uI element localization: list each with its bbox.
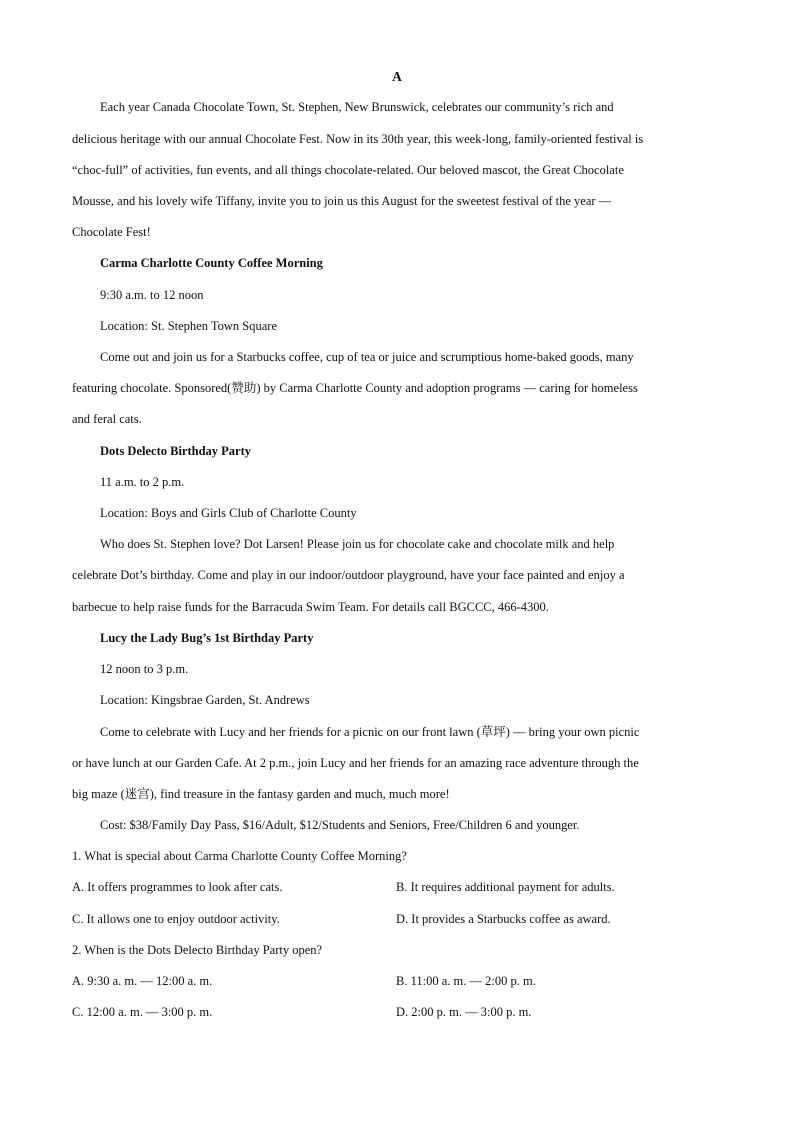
- question-option-b[interactable]: B. 11:00 a. m. — 2:00 p. m.: [396, 974, 536, 988]
- event-location: Location: Boys and Girls Club of Charlotte County: [100, 506, 357, 520]
- event-heading: Carma Charlotte County Coffee Morning: [100, 256, 323, 270]
- event-description-line: big maze (迷宫), find treasure in the fantasy garden and much, much more!: [72, 787, 450, 801]
- event-description-line: Come to celebrate with Lucy and her friends for a picnic on our front lawn (草坪) — bring your own picnic: [100, 725, 640, 739]
- question-stem: 1. What is special about Carma Charlotte County Coffee Morning?: [72, 849, 407, 863]
- question-option-c[interactable]: C. It allows one to enjoy outdoor activity.: [72, 912, 280, 926]
- intro-line: delicious heritage with our annual Chocolate Fest. Now in its 30th year, this week-long, family-oriented festival is: [72, 132, 644, 146]
- question-option-c[interactable]: C. 12:00 a. m. — 3:00 p. m.: [72, 1005, 213, 1019]
- event-description-line: featuring chocolate. Sponsored(赞助) by Carma Charlotte County and adoption programs — caring for homeless: [72, 381, 638, 395]
- question-option-a[interactable]: A. 9:30 a. m. — 12:00 a. m.: [72, 974, 213, 988]
- event-description-line: celebrate Dot’s birthday. Come and play in our indoor/outdoor playground, have your face painted and enjoy a: [72, 568, 625, 582]
- event-cost: Cost: $38/Family Day Pass, $16/Adult, $12/Students and Seniors, Free/Children 6 and younger.: [100, 818, 580, 832]
- event-time: 12 noon to 3 p.m.: [100, 662, 189, 676]
- intro-line: “choc-full” of activities, fun events, and all things chocolate-related. Our beloved mascot, the Great Chocolate: [72, 163, 624, 177]
- event-heading: Dots Delecto Birthday Party: [100, 444, 252, 458]
- event-description-line: or have lunch at our Garden Cafe. At 2 p.m., join Lucy and her friends for an amazing race adventure through the: [72, 756, 639, 770]
- event-description-line: barbecue to help raise funds for the Barracuda Swim Team. For details call BGCCC, 466-4300.: [72, 600, 549, 614]
- question-option-d[interactable]: D. 2:00 p. m. — 3:00 p. m.: [396, 1005, 532, 1019]
- event-time: 11 a.m. to 2 p.m.: [100, 475, 185, 489]
- intro-line: Mousse, and his lovely wife Tiffany, invite you to join us this August for the sweetest festival of the year —: [72, 194, 612, 208]
- question-option-d[interactable]: D. It provides a Starbucks coffee as award.: [396, 912, 611, 926]
- event-description-line: Come out and join us for a Starbucks coffee, cup of tea or juice and scrumptious home-baked goods, many: [100, 350, 634, 364]
- question-option-b[interactable]: B. It requires additional payment for adults.: [396, 880, 615, 894]
- question-option-a[interactable]: A. It offers programmes to look after cats.: [72, 880, 283, 894]
- event-location: Location: Kingsbrae Garden, St. Andrews: [100, 693, 310, 707]
- intro-line: Each year Canada Chocolate Town, St. Stephen, New Brunswick, celebrates our community’s rich and: [100, 100, 614, 114]
- intro-line: Chocolate Fest!: [72, 225, 151, 239]
- event-location: Location: St. Stephen Town Square: [100, 319, 277, 333]
- event-heading: Lucy the Lady Bug’s 1st Birthday Party: [100, 631, 314, 645]
- event-time: 9:30 a.m. to 12 noon: [100, 288, 204, 302]
- event-description-line: and feral cats.: [72, 412, 142, 426]
- passage-title: A: [392, 69, 402, 84]
- event-description-line: Who does St. Stephen love? Dot Larsen! Please join us for chocolate cake and chocolate milk and help: [100, 537, 615, 551]
- question-stem: 2. When is the Dots Delecto Birthday Party open?: [72, 943, 323, 957]
